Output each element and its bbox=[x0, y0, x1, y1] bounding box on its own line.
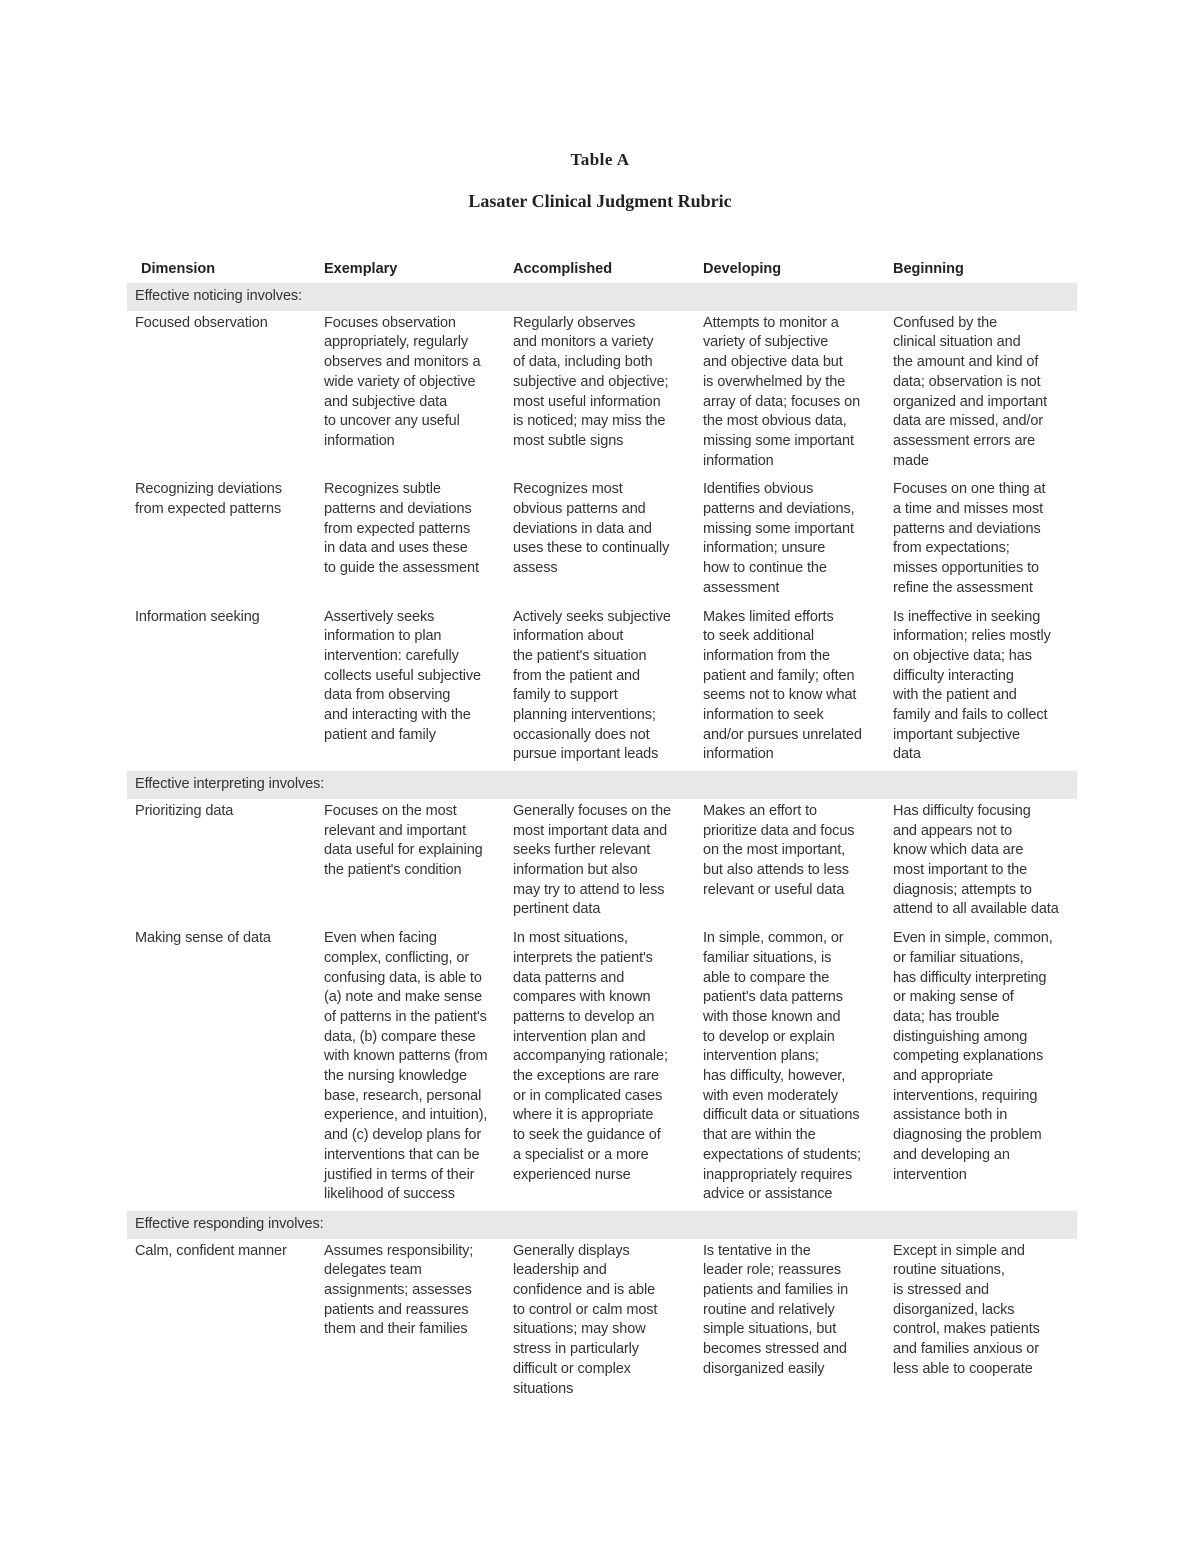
exemplary-cell: Focuses on the most relevant and important data useful for explaining the patient's condition bbox=[324, 802, 483, 878]
section-label: Effective noticing involves: bbox=[127, 283, 1077, 311]
rubric-table bbox=[127, 258, 1077, 1405]
accomplished-cell: Actively seeks subjective information about the patient's situation from the patient and family to support planning interventions; occasionally does not pursue important leads bbox=[513, 608, 671, 763]
column-header-developing: Developing bbox=[703, 261, 782, 277]
exemplary-cell: Recognizes subtle patterns and deviations from expected patterns in data and uses these to guide the assessment bbox=[324, 481, 479, 577]
accomplished-cell: In most situations, interprets the patient's data patterns and compares with known patterns to develop an intervention plan and accompanying rationale; the exceptions are rare or in complicated cases where it is appropriate to seek the guidance of a specialist or a more experienced nurse bbox=[513, 930, 668, 1183]
column-header-beginning: Beginning bbox=[893, 261, 964, 277]
developing-cell: Is tentative in the leader role; reassures patients and families in routine and relatively simple situations, but becomes stressed and disorganized easily bbox=[703, 1242, 849, 1377]
column-header-accomplished: Accomplished bbox=[513, 261, 613, 277]
accomplished-cell: Regularly observes and monitors a variety of data, including both subjective and objective; most useful information is noticed; may miss the most subtle signs bbox=[513, 314, 669, 449]
table-row bbox=[127, 477, 1077, 604]
developing-cell: Identifies obvious patterns and deviations, missing some important information; unsure how to continue the assessment bbox=[703, 481, 855, 596]
section-row-responding bbox=[127, 1211, 1077, 1239]
section-row-noticing bbox=[127, 283, 1077, 311]
dimension-cell: Making sense of data bbox=[135, 930, 271, 947]
developing-cell: In simple, common, or familiar situations, is able to compare the patient's data patterns with those known and to develop or explain intervention plans; has difficulty, however, with even moderately difficult data or situations that are within the expectations of students; inappropriately requires advice or assistance bbox=[703, 930, 861, 1203]
beginning-cell: Even in simple, common, or familiar situations, has difficulty interpreting or making sense of data; has trouble distinguishing among competing explanations and appropriate interventions, requiring assistance both in diagnosing the problem and developing an intervention bbox=[893, 930, 1053, 1183]
dimension-cell: Calm, confident manner bbox=[135, 1242, 287, 1259]
section-row-interpreting bbox=[127, 771, 1077, 799]
developing-cell: Makes an effort to prioritize data and focus on the most important, but also attends to less relevant or useful data bbox=[703, 802, 855, 898]
beginning-cell: Except in simple and routine situations, is stressed and disorganized, lacks control, makes patients and families anxious or less able to cooperate bbox=[893, 1242, 1040, 1377]
accomplished-cell: Generally focuses on the most important data and seeks further relevant information but also may try to attend to less pertinent data bbox=[513, 802, 671, 918]
dimension-cell: Prioritizing data bbox=[135, 802, 234, 819]
exemplary-cell: Focuses observation appropriately, regularly observes and monitors a wide variety of objective and subjective data to uncover any useful information bbox=[324, 314, 481, 449]
dimension-cell: Recognizing deviations from expected patterns bbox=[135, 481, 282, 518]
section-label: Effective interpreting involves: bbox=[127, 771, 1077, 799]
beginning-cell: Is ineffective in seeking information; relies mostly on objective data; has difficulty interacting with the patient and family and fails to collect important subjective data bbox=[893, 608, 1051, 763]
column-header-dimension: Dimension bbox=[141, 261, 216, 277]
beginning-cell: Focuses on one thing at a time and misses most patterns and deviations from expectations; misses opportunities to refine the assessment bbox=[893, 481, 1046, 596]
beginning-cell: Has difficulty focusing and appears not to know which data are most important to the diagnosis; attempts to attend to all available data bbox=[893, 802, 1059, 918]
table-row bbox=[127, 926, 1077, 1211]
section-label: Effective responding involves: bbox=[127, 1211, 1077, 1239]
table-row bbox=[127, 605, 1077, 772]
exemplary-cell: Assumes responsibility; delegates team assignments; assesses patients and reassures them and their families bbox=[324, 1242, 474, 1338]
table-row bbox=[127, 799, 1077, 926]
beginning-cell: Confused by the clinical situation and the amount and kind of data; observation is not organized and important data are missed, and/or assessment errors are made bbox=[893, 314, 1048, 469]
page-title: Lasater Clinical Judgment Rubric bbox=[468, 191, 732, 211]
header-row bbox=[127, 258, 1077, 283]
dimension-cell: Information seeking bbox=[135, 608, 260, 625]
exemplary-cell: Assertively seeks information to plan intervention: carefully collects useful subjective data from observing and interacting with the patient and family bbox=[324, 608, 481, 743]
accomplished-cell: Recognizes most obvious patterns and deviations in data and uses these to continually assess bbox=[513, 481, 670, 577]
table-label: Table A bbox=[570, 150, 630, 169]
accomplished-cell: Generally displays leadership and confidence and is able to control or calm most situations; may show stress in particularly difficult or complex situations bbox=[513, 1242, 658, 1397]
developing-cell: Makes limited efforts to seek additional information from the patient and family; often seems not to know what information to seek and/or pursues unrelated information bbox=[703, 608, 862, 763]
exemplary-cell: Even when facing complex, conflicting, or confusing data, is able to (a) note and make sense of patterns in the patient's data, (b) compare these with known patterns (from the nursing knowledge base, research, personal experience, and intuition), and (c) develop plans for interventions that can be justified in terms of their likelihood of success bbox=[324, 930, 488, 1203]
developing-cell: Attempts to monitor a variety of subjective and objective data but is overwhelmed by the array of data; focuses on the most obvious data, missing some important information bbox=[703, 314, 861, 469]
table-row bbox=[127, 1239, 1077, 1406]
table-row bbox=[127, 311, 1077, 478]
column-header-exemplary: Exemplary bbox=[324, 261, 398, 277]
dimension-cell: Focused observation bbox=[135, 314, 268, 331]
